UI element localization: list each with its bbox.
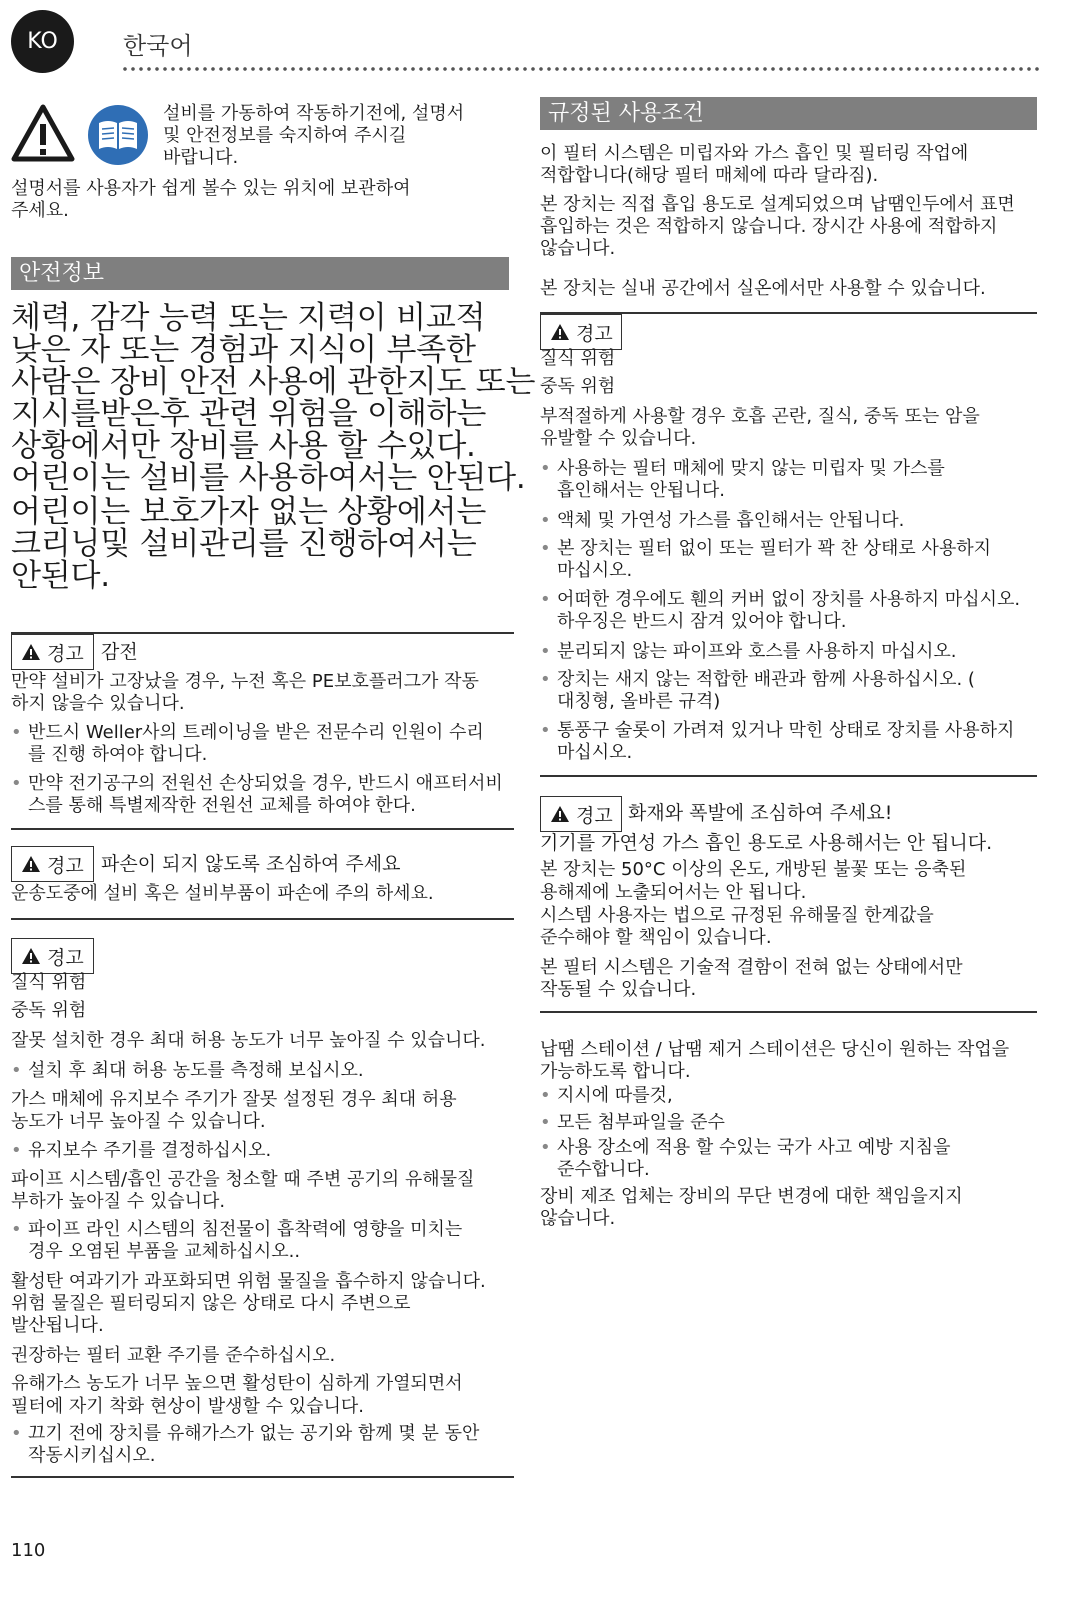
- safety-statement-2: 낮은 자 또는 경험과 지식이 부족한: [11, 332, 476, 368]
- paragraph-line: 권장하는 필터 교환 주기를 준수하십시오.: [11, 1345, 336, 1366]
- warning-label: 경고: [47, 854, 84, 877]
- paragraph-line: 발산됩니다.: [11, 1315, 104, 1336]
- paragraph-line: 본 장치는 직접 흡입 용도로 설계되었으며 납땜인두에서 표면: [540, 194, 1015, 215]
- paragraph-line: 위험 물질은 필터링되지 않은 상태로 다시 주변으로: [11, 1293, 411, 1314]
- safety-statement-1: 체력, 감각 능력 또는 지력이 비교적: [11, 300, 486, 336]
- bullet-item: • 만약 전기공구의 전원선 손상되었을 경우, 반드시 애프터서비: [11, 773, 503, 795]
- section-bar-safety: 안전정보: [11, 257, 509, 290]
- bullet-item: • 본 장치는 필터 없이 또는 필터가 꽉 찬 상태로 사용하지: [540, 538, 991, 560]
- paragraph-line: 필터에 자기 착화 현상이 발생할 수 있습니다.: [11, 1396, 365, 1417]
- warning-label: 경고: [47, 946, 84, 969]
- warning-title-electric-shock: 감전: [101, 641, 138, 663]
- paragraph-line: 이 필터 시스템은 미립자와 가스 흡인 및 필터링 작업에: [540, 143, 969, 164]
- safety-statement-5: 상황에서만 장비를 사용 할 수있다.: [11, 428, 476, 464]
- warning-triangle-icon: [11, 104, 75, 162]
- warning-label-box: [11, 634, 94, 670]
- dotted-divider: [121, 66, 1039, 72]
- hazard-line: 중독 위험: [11, 1000, 87, 1021]
- bullet-item: • 지시에 따를것,: [540, 1085, 673, 1107]
- paragraph-line: 유해가스 농도가 너무 높으면 활성탄이 심하게 가열되면서: [11, 1373, 463, 1394]
- paragraph-line: 않습니다.: [540, 238, 616, 259]
- bullet-item: • 모든 첨부파일을 준수: [540, 1112, 725, 1134]
- intro-line-2: 및 안전정보를 숙지하여 주시길: [163, 125, 407, 146]
- bullet-item: • 파이프 라인 시스템의 침전물이 흡착력에 영향을 미치는: [11, 1219, 462, 1241]
- warning-triangle-icon: [21, 855, 41, 873]
- bullet-item: • 반드시 Weller사의 트레이닝을 받은 전문수리 인원이 수리: [11, 722, 484, 744]
- page-number: 110: [11, 1540, 46, 1561]
- bullet-item: • 설치 후 최대 허용 농도를 측정해 보십시오.: [11, 1060, 364, 1082]
- paragraph-line: 가스 매체에 유지보수 주기가 잘못 설정된 경우 최대 허용: [11, 1089, 457, 1110]
- language-badge: KO: [11, 10, 74, 73]
- warning-label-box: [11, 938, 94, 974]
- intro-note-1: 설명서를 사용자가 쉽게 볼수 있는 위치에 보관하여: [11, 178, 411, 199]
- bullet-item: • 끄기 전에 장치를 유해가스가 없는 공기와 함께 몇 분 동안: [11, 1423, 479, 1445]
- intro-line-3: 바랍니다.: [163, 147, 239, 168]
- safety-statement-8: 크리닝및 설비관리를 진행하여서는: [11, 526, 477, 562]
- hazard-line: 중독 위험: [540, 376, 616, 397]
- safety-statement-7: 어린이는 보호가자 없는 상황에서는: [11, 494, 487, 530]
- bullet-item-cont: 를 진행 하여야 합니다.: [28, 744, 208, 765]
- intro-note-2: 주세요.: [11, 200, 69, 221]
- bullet-item: • 어떠한 경우에도 휀의 커버 없이 장치를 사용하지 마십시오.: [540, 589, 1020, 611]
- warning-label: 경고: [576, 804, 613, 827]
- bullet-item-cont: 준수합니다.: [557, 1159, 650, 1180]
- paragraph-line: 흡입하는 것은 적합하지 않습니다. 장시간 사용에 적합하지: [540, 216, 998, 237]
- paragraph-line: 납땜 스테이션 / 납땜 제거 스테이션은 당신이 원하는 작업을: [540, 1039, 1010, 1060]
- paragraph-line: 본 필터 시스템은 기술적 결함이 전혀 없는 상태에서만: [540, 957, 963, 978]
- warning-label: 경고: [47, 642, 84, 665]
- bullet-item: • 장치는 새지 않는 적합한 배관과 함께 사용하십시오. (: [540, 669, 975, 691]
- paragraph-line: 가능하도록 합니다.: [540, 1061, 691, 1082]
- divider: [540, 1011, 1037, 1013]
- warning-title-fire: 화재와 폭발에 조심하여 주세요!: [628, 802, 893, 824]
- paragraph-line: 파이프 시스템/흡인 공간을 청소할 때 주변 공기의 유해물질: [11, 1169, 475, 1190]
- bullet-item: • 유지보수 주기를 결정하십시오.: [11, 1140, 271, 1162]
- bullet-item: • 사용하는 필터 매체에 맞지 않는 미립자 및 가스를: [540, 458, 945, 480]
- bullet-item-cont: 스를 통해 특별제작한 전원선 교체를 하여야 한다.: [28, 795, 416, 816]
- bullet-item: • 통풍구 술롯이 가려져 있거나 막힌 상태로 장치를 사용하지: [540, 720, 1014, 742]
- warning-triangle-icon: [550, 323, 570, 341]
- bullet-item: • 사용 장소에 적용 할 수있는 국가 사고 예방 지침을: [540, 1137, 951, 1159]
- warning-label-box: [540, 314, 622, 350]
- paragraph-line: 적합합니다(해당 필터 매체에 따라 달라짐).: [540, 165, 879, 186]
- paragraph-line: 준수해야 할 책임이 있습니다.: [540, 927, 772, 948]
- divider: [540, 775, 1037, 777]
- paragraph-line: 본 장치는 50°C 이상의 온도, 개방된 불꽃 또는 응축된: [540, 859, 967, 880]
- warning-triangle-icon: [21, 947, 41, 965]
- hazard-line: 질식 위험: [11, 972, 87, 993]
- paragraph-line: 본 장치는 실내 공간에서 실온에서만 사용할 수 있습니다.: [540, 278, 986, 299]
- bullet-item-cont: 작동시키십시오.: [28, 1445, 156, 1466]
- warning-triangle-icon: [550, 805, 570, 823]
- bullet-item-cont: 마십시오.: [557, 560, 633, 581]
- paragraph-line: 용해제에 노출되어서는 안 됩니다.: [540, 882, 807, 903]
- warning-triangle-icon: [21, 643, 41, 661]
- paragraph-line: 시스템 사용자는 법으로 규정된 유해물질 한계값을: [540, 905, 934, 926]
- paragraph-line: 부하가 높아질 수 있습니다.: [11, 1191, 226, 1212]
- bullet-item-cont: 대칭형, 올바른 규격): [557, 691, 721, 712]
- warning-label-box: [540, 796, 622, 832]
- language-title: 한국어: [123, 32, 193, 60]
- divider: [11, 1476, 514, 1478]
- intro-line-1: 설비를 가동하여 작동하기전에, 설명서: [163, 103, 465, 124]
- bullet-item-cont: 흡인해서는 안됩니다.: [557, 480, 725, 501]
- paragraph-line: 잘못 설치한 경우 최대 허용 농도가 너무 높아질 수 있습니다.: [11, 1030, 486, 1051]
- warning-label: 경고: [576, 322, 613, 345]
- hazard-line: 질식 위험: [540, 348, 616, 369]
- safety-statement-4: 지시를받은후 관련 위험을 이해하는: [11, 396, 487, 432]
- paragraph-line: 활성탄 여과기가 과포화되면 위험 물질을 흡수하지 않습니다.: [11, 1271, 486, 1292]
- bullet-item-cont: 경우 오염된 부품을 교체하십시오..: [28, 1241, 301, 1262]
- paragraph-line: 하지 않을수 있습니다.: [11, 693, 185, 714]
- paragraph-line: 작동될 수 있습니다.: [540, 979, 697, 1000]
- paragraph-line: 부적절하게 사용할 경우 호흡 곤란, 질식, 중독 또는 암을: [540, 406, 980, 427]
- bullet-item-cont: 하우징은 반드시 잠겨 있어야 합니다.: [557, 611, 847, 632]
- paragraph-line: 농도가 너무 높아질 수 있습니다.: [11, 1111, 266, 1132]
- paragraph-line: 만약 설비가 고장났을 경우, 누전 혹은 PE보호플러그가 작동: [11, 671, 479, 692]
- paragraph-line: 유발할 수 있습니다.: [540, 428, 697, 449]
- divider: [11, 918, 514, 920]
- warning-title-damage: 파손이 되지 않도록 조심하여 주세요: [101, 853, 401, 875]
- read-manual-icon: [87, 104, 149, 166]
- paragraph-line: 않습니다.: [540, 1208, 616, 1229]
- safety-statement-6: 어린이는 설비를 사용하여서는 안된다.: [11, 460, 526, 496]
- paragraph-line: 장비 제조 업체는 장비의 무단 변경에 대한 책임을지지: [540, 1186, 963, 1207]
- safety-statement-3: 사람은 장비 안전 사용에 관한지도 또는: [11, 364, 536, 400]
- bullet-item: • 액체 및 가연성 가스를 흡인해서는 안됩니다.: [540, 510, 904, 532]
- warning-label-box: [11, 846, 94, 882]
- divider: [11, 828, 514, 830]
- bullet-item-cont: 마십시오.: [557, 742, 633, 763]
- paragraph-line: 운송도중에 설비 혹은 설비부품이 파손에 주의 하세요.: [11, 883, 434, 904]
- bullet-item: • 분리되지 않는 파이프와 호스를 사용하지 마십시오.: [540, 641, 956, 663]
- section-bar-intended-use: 규정된 사용조건: [540, 97, 1037, 130]
- paragraph-line: 기기를 가연성 가스 흡인 용도로 사용해서는 안 됩니다.: [540, 832, 993, 854]
- safety-statement-9: 안된다.: [11, 558, 110, 594]
